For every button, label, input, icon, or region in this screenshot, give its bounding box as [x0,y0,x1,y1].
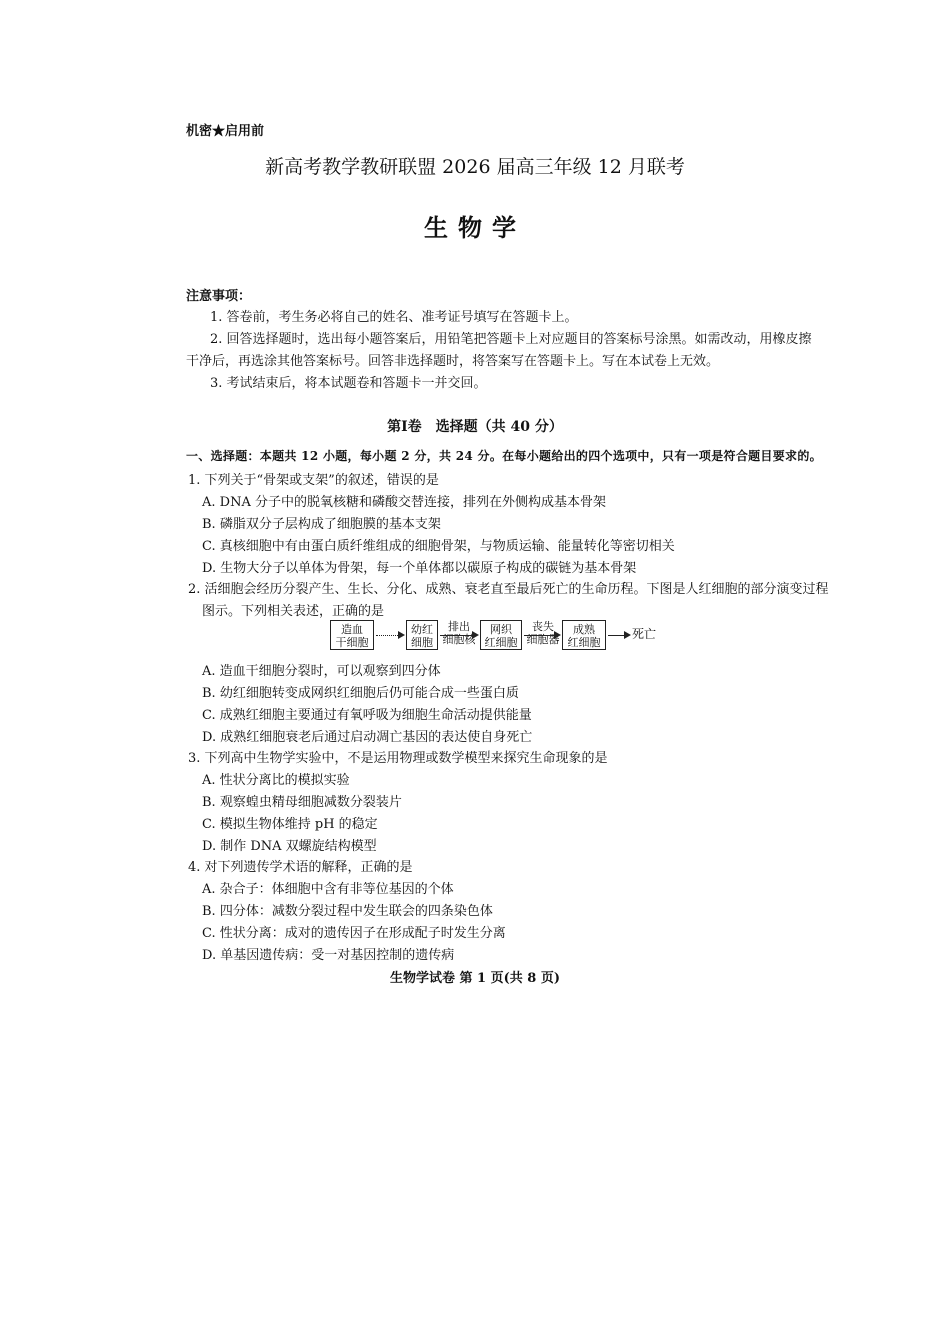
question-3-option-d: D. 制作 DNA 双螺旋结构模型 [202,839,377,854]
question-2-option-c: C. 成熟红细胞主要通过有氧呼吸为细胞生命活动提供能量 [202,708,532,723]
arrow-head-icon [554,631,561,639]
diagram-label-expel-nucleus: 排出 细胞核 [442,620,476,646]
arrow-head-icon [472,631,479,639]
question-4-option-d: D. 单基因遗传病：受一对基因控制的遗传病 [202,948,455,963]
question-1-stem: 1. 下列关于“骨架或支架”的叙述，错误的是 [188,473,439,488]
question-1-option-b: B. 磷脂双分子层构成了细胞膜的基本支架 [202,517,441,532]
question-2-option-d: D. 成熟红细胞衰老后通过启动凋亡基因的表达使自身死亡 [202,730,533,745]
question-2-option-b: B. 幼红细胞转变成网织红细胞后仍可能合成一些蛋白质 [202,686,519,701]
question-1-option-a: A. DNA 分子中的脱氧核糖和磷酸交替连接，排列在外侧构成基本骨架 [202,495,606,510]
diagram-arrow-1 [440,635,472,636]
red-blood-cell-diagram [330,618,670,654]
note-1: 1. 答卷前，考生务必将自己的姓名、准考证号填写在答题卡上。 [210,310,578,325]
question-1-option-d: D. 生物大分子以单体为骨架，每一个单体都以碳原子构成的碳链为基本骨架 [202,561,637,576]
diagram-box-mature-red-blood-cell: 成熟 红细胞 [562,620,606,650]
question-1-option-c: C. 真核细胞中有由蛋白质纤维组成的细胞骨架，与物质运输、能量转化等密切相关 [202,539,675,554]
diagram-box-hematopoietic-stem-cell: 造血 干细胞 [330,620,374,650]
note-2-continued: 干净后，再选涂其他答案标号。回答非选择题时，将答案写在答题卡上。写在本试卷上无效。 [186,354,720,369]
note-3: 3. 考试结束后，将本试题卷和答题卡一并交回。 [210,376,487,391]
diagram-label-death: 死亡 [632,627,657,641]
diagram-label-lose-organelles: 丧失 细胞器 [526,620,560,646]
subject-title: 生物学 [424,213,526,242]
diagram-box-reticulocyte: 网织 红细胞 [480,620,522,650]
question-4-stem: 4. 对下列遗传学术语的解释，正确的是 [188,860,413,875]
section-title: 第Ⅰ卷 选择题（共 40 分） [387,419,563,435]
note-2: 2. 回答选择题时，选出每小题答案后，用铅笔把答题卡上对应题目的答案标号涂黑。如需改动，用橡皮擦 [210,332,812,347]
question-3-option-a: A. 性状分离比的模拟实验 [202,773,350,788]
arrow-head-icon [398,631,405,639]
question-3-option-b: B. 观察蝗虫精母细胞减数分裂装片 [202,795,402,810]
question-2-stem: 2. 活细胞会经历分裂产生、生长、分化、成熟、衰老直至最后死亡的生命历程。下图是人红细胞的部分演变过程 [188,582,829,597]
section-instruction: 一、选择题：本题共 12 小题，每小题 2 分，共 24 分。在每小题给出的四个选项中，只有一项是符合题目要求的。 [186,449,822,463]
question-4-option-c: C. 性状分离：成对的遗传因子在形成配子时发生分离 [202,926,506,941]
diagram-dotted-arrow [376,635,398,636]
arrow-head-icon [624,631,631,639]
diagram-box-erythroblast: 幼红 细胞 [406,620,438,650]
diagram-arrow-2 [524,635,554,636]
page-footer: 生物学试卷 第 1 页(共 8 页) [389,971,561,986]
question-2-option-a: A. 造血干细胞分裂时，可以观察到四分体 [202,664,441,679]
question-3-option-c: C. 模拟生物体维持 pH 的稳定 [202,817,378,832]
exam-title: 新高考教学教研联盟 2026 届高三年级 12 月联考 [265,156,685,178]
diagram-arrow-3 [608,635,624,636]
question-2-stem-continued: 图示。下列相关表述，正确的是 [202,604,385,619]
notes-title: 注意事项： [186,289,252,304]
question-3-stem: 3. 下列高中生物学实验中，不是运用物理或数学模型来探究生命现象的是 [188,751,608,766]
question-4-option-a: A. 杂合子：体细胞中含有非等位基因的个体 [202,882,454,897]
question-4-option-b: B. 四分体：减数分裂过程中发生联会的四条染色体 [202,904,493,919]
secret-label: 机密★启用前 [186,124,265,139]
